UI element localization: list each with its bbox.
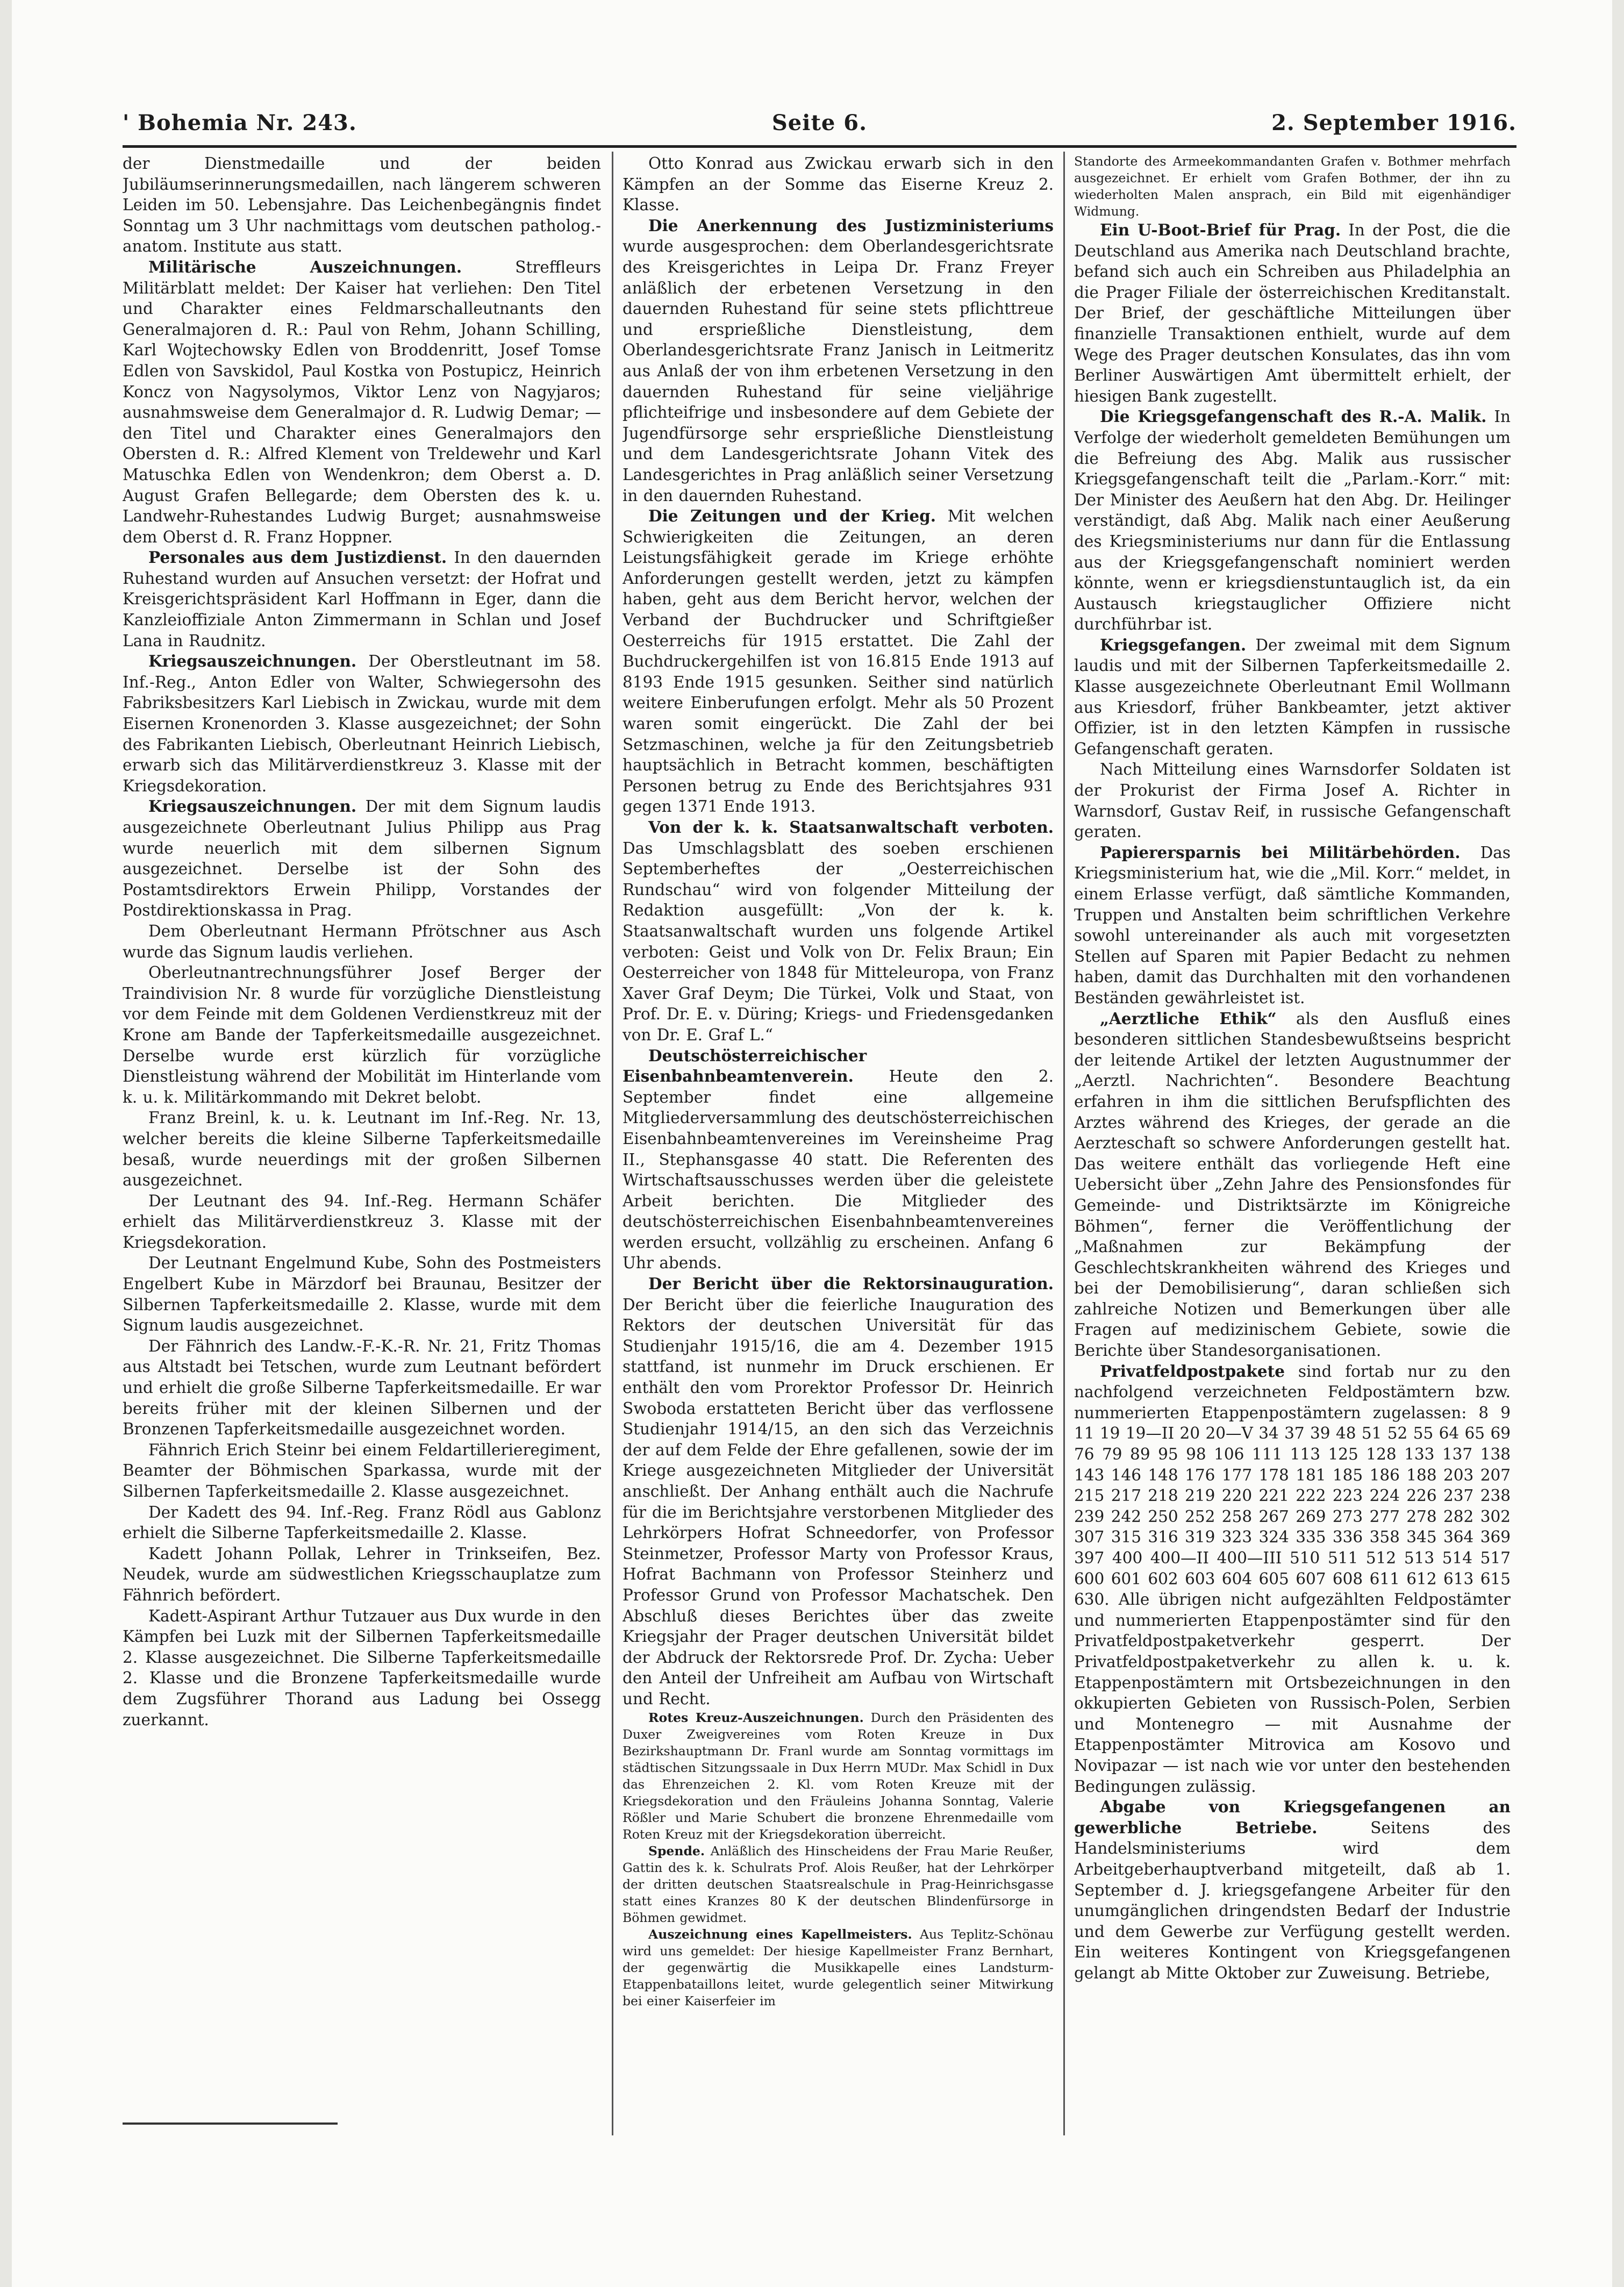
header-page-number: Seite 6. (771, 110, 868, 135)
article-paragraph (1074, 1361, 1511, 1797)
article-heading: „Aerztliche Ethik“ (1100, 1009, 1277, 1028)
article-heading: Von der k. k. Staatsanwaltschaft verboten. (648, 818, 1054, 837)
article-text: wurde ausgesprochen: dem Oberlandesgerichtsrate des Kreisgerichtes in Leipa Dr. Franz Freyer anläßlich der erbetenen Versetzung in den dauernden Ruhestand für seine stets pflichttreue und ersprießliche Dienstleistung, dem Oberlandesgerichtsrate Franz Janisch in Leitmeritz aus Anlaß der von ihm erbetenen Versetzung in den dauernden Ruhestand für seine vieljährige pflichteifrige und insbesondere auf dem Gebiete der Jugendfürsorge sehr ersprießliche Dienstleistung und dem Landesgerichtsrate Johann Vitek des Landesgerichtes in Prag anläßlich seiner Versetzung in den dauernden Ruhestand. (623, 237, 1054, 505)
column-rule-2 (1063, 152, 1065, 2135)
article-text: Der mit dem Signum laudis ausgezeichnete Oberleutnant Julius Philipp aus Prag wurde neuerlich mit dem silbernen Signum ausgezeichnet. Derselbe ist der Sohn des Postamtsdirektors Erwein Philipp, Vorstandes der Postdirektionskassa in Prag. (123, 797, 601, 920)
article-paragraph (123, 153, 601, 257)
article-text: Standorte des Armeekommandanten Grafen v. Bothmer mehrfach ausgezeichnet. Er erhielt vom Grafen Bothmer, der ihn zu wiederholten Malen ansprach, ein Bild mit eigenhändiger Widmung. (1074, 154, 1511, 219)
article-column-1 (123, 153, 601, 2142)
article-paragraph (1074, 759, 1511, 842)
article-column-2 (623, 153, 1054, 2142)
article-paragraph (1074, 842, 1511, 1009)
article-text: Dem Oberleutnant Hermann Pfrötschner aus Asch wurde das Signum laudis verliehen. (123, 921, 601, 961)
article-heading: Die Zeitungen und der Krieg. (648, 506, 936, 526)
article-text: Der Fähnrich des Landw.-F.-K.-R. Nr. 21, Fritz Thomas aus Altstadt bei Tetschen, wurde zum Leutnant befördert und erhielt die große Silberne Tapferkeitsmedaille. Er war bereits früher mit der kleinen Silbernen und der Bronzenen Tapferkeitsmedaille ausgezeichnet worden. (123, 1337, 601, 1439)
article-paragraph (1074, 635, 1511, 760)
article-heading: Deutschösterreichischer Eisenbahnbeamtenverein. (623, 1046, 867, 1086)
header-rule (123, 145, 1516, 148)
article-text: Fähnrich Erich Steinr bei einem Feldartillerieregiment, Beamter der Böhmischen Sparkassa, wurde mit der Silbernen Tapferkeitsmedaille 2. Klasse ausgezeichnet. (123, 1440, 601, 1500)
page-edge-left (0, 0, 12, 2287)
article-text: Streffleurs Militärblatt meldet: Der Kaiser hat verliehen: Den Titel und Charakter eines Feldmarschalleutnants den Generalmajoren d. R.: Paul von Rehm, Johann Schilling, Karl Wojtechowsky Edlen von Broddenritt, Josef Tomse Edlen von Savskidol, Paul Kostka von Postupicz, Heinrich Koncz von Nagysolymos, Viktor Lenz von Nagyjaros; ausnahmsweise dem Generalmajor d. R. Ludwig Demar; — den Titel und Charakter eines Generalmajors den Obersten d. R.: Alfred Klement von Treldewehr und Karl Matuschka Edlen von Wendenkron; dem Oberst a. D. August Grafen Bellegarde; dem Obersten des k. u. Landwehr-Ruhestandes Ludwig Burget; ausnahmsweise dem Oberst d. R. Franz Hoppner. (123, 258, 601, 546)
article-heading: Ein U-Boot-Brief für Prag. (1100, 220, 1341, 239)
article-text: Anläßlich des Hinscheidens der Frau Marie Reußer, Gattin des k. k. Schulrats Prof. Alois Reußer, hat der Lehrkörper der dritten deutschen Staatsrealschule in Prag-Heinrichsgasse statt eines Kranzes 80 K der deutschen Blindenfürsorge in Böhmen gewidmet. (623, 1843, 1054, 1925)
article-paragraph (123, 1107, 601, 1190)
article-paragraph (123, 1606, 601, 1731)
article-text: Der Bericht über die feierliche Inauguration des Rektors der deutschen Universität für das Studienjahr 1915/16, die am 4. Dezember 1915 stattfand, ist nunmehr im Druck erschienen. Er enthält den vom Prorektor Professor Dr. Heinrich Swoboda erstatteten Bericht über das verflossene Studienjahr 1914/15, an den sich das Verzeichnis der auf dem Felde der Ehre gefallenen, sowie der im Kriege ausgezeichneten Mitglieder der Universität anschließt. Der Anhang enthält auch die Nachrufe für die im Berichtsjahre verstorbenen Mitglieder des Lehrkörpers Hofrat Schneedorfer, von Professor Steinmetzer, Professor Marty von Professor Kraus, Hofrat Bachmann von Professor Steinherz und Professor Grund von Professor Machatschek. Den Abschluß dieses Berichtes über das zweite Kriegsjahr der Prager deutschen Universität bildet der Abdruck der Rektorsrede Prof. Dr. Zycha: Ueber den Anteil der Unfreiheit am Aufbau von Wirtschaft und Recht. (623, 1295, 1054, 1708)
article-paragraph (623, 153, 1054, 216)
article-text: Otto Konrad aus Zwickau erwarb sich in den Kämpfen an der Somme das Eiserne Kreuz 2. Klasse. (623, 154, 1054, 215)
article-heading: Kriegsauszeichnungen. (148, 797, 357, 816)
article-paragraph (623, 1046, 1054, 1274)
article-paragraph (123, 962, 601, 1107)
article-text: Heute den 2. September findet eine allgemeine Mitgliederversammlung des deutschösterreichischen Eisenbahnbeamtenvereines im Vereinsheime Prag II., Stephansgasse 40 statt. Die Referenten des Wirtschaftsausschusses werden über die geleistete Arbeit berichten. Die Mitglieder des deutschösterreichischen Eisenbahnbeamtenvereines werden ersucht, vollzählig zu erscheinen. Anfang 6 Uhr abends. (623, 1067, 1054, 1273)
article-paragraph (1074, 1009, 1511, 1361)
article-paragraph (123, 921, 601, 962)
article-text: In der Post, die die Deutschland aus Amerika nach Deutschland brachte, befand sich auch ein Schreiben aus Philadelphia an die Prager Filiale der österreichischen Kreditanstalt. Der Brief, der geschäftliche Mitteilungen über finanzielle Transaktionen enthielt, wurde auf dem Wege des Prager deutschen Konsulates, das ihn vom Berliner Auswärtigen Amt übermittelt erhielt, der hiesigen Bank zugestellt. (1074, 221, 1511, 405)
header-publication: ' Bohemia Nr. 243. (123, 110, 357, 135)
article-heading: Kriegsauszeichnungen. (148, 652, 357, 671)
header-date: 2. September 1916. (1271, 110, 1516, 135)
article-heading: Die Anerkennung des Justizministeriums (648, 216, 1054, 235)
article-paragraph (1074, 406, 1511, 635)
article-text: als den Ausfluß eines besonderen sittlichen Standesbewußtseins bespricht der leitende Artikel der letzten Augustnummer der „Aerztl. Nachrichten“. Besondere Beachtung erfahren in ihm die sittlichen Berufspflichten des Arztes während des Krieges, der gerade an die Aerzteschaft so schwere Anforderungen gestellt hat. Das weitere enthält das vorliegende Heft eine Uebersicht über „Zehn Jahre des Pensionsfondes für Gemeinde- und Distriktsärzte im Königreiche Böhmen“, ferner die Veröffentlichung der „Maßnahmen zur Bekämpfung der Geschlechtskrankheiten während des Krieges und bei der Demobilisierung“, daran schließen sich zahlreiche Notizen und Bemerkungen über alle Fragen auf medizinischem Gebiete, sowie die Berichte über Standesorganisationen. (1074, 1009, 1511, 1360)
page-header (123, 110, 1516, 145)
article-paragraph (123, 651, 601, 796)
article-heading: Spende. (648, 1843, 705, 1859)
article-heading: Rotes Kreuz-Auszeichnungen. (648, 1710, 864, 1725)
article-column-3 (1074, 153, 1511, 2142)
article-paragraph (123, 1253, 601, 1335)
article-paragraph (123, 547, 601, 651)
article-heading: Auszeichnung eines Kapellmeisters. (648, 1926, 912, 1942)
article-text: Seitens des Handelsministeriums wird dem Arbeitgeberhauptverband mitgeteilt, daß ab 1. September d. J. kriegsgefangene Arbeiter für den unumgänglichen dringendsten Bedarf der Industrie und dem Gewerbe zur Verfügung gestellt werden. Ein weiteres Kontingent von Kriegsgefangenen gelangt ab Mitte Oktober zur Zuweisung. Betriebe, (1074, 1818, 1511, 1982)
article-text: In Verfolge der wiederholt gemeldeten Bemühungen um die Befreiung des Abg. Malik aus russischer Kriegsgefangenschaft teilt die „Parlam.-Korr.“ mit: Der Minister des Aeußern hat den Abg. Dr. Heilinger verständigt, daß Abg. Malik nach einer Aeußerung des Kriegsministeriums nur dann für die Entlassung aus der Kriegsgefangenschaft nominiert werden könnte, wenn er kriegsdienstuntauglich ist, da ein Austausch kriegstauglicher Offiziere nicht durchführbar ist. (1074, 408, 1511, 634)
article-heading: Militärische Auszeichnungen. (148, 257, 462, 276)
article-text: Aus Teplitz-Schönau wird uns gemeldet: Der hiesige Kapellmeister Franz Bernhart, der gegenwärtig die Musikkapelle eines Landsturm-Etappenbataillons leitet, wurde gelegentlich seiner Mitwirkung bei einer Kaiserfeier im (623, 1926, 1054, 2009)
article-paragraph (123, 796, 601, 921)
article-heading: Die Kriegsgefangenschaft des R.-A. Malik. (1100, 407, 1487, 426)
article-paragraph (623, 1274, 1054, 1709)
article-text: Der Leutnant Engelmund Kube, Sohn des Postmeisters Engelbert Kube in Märzdorf bei Braunau, Besitzer der Silbernen Tapferkeitsmedaille 2. Klasse, wurde mit dem Signum laudis ausgezeichnet. (123, 1254, 601, 1335)
article-text: sind fortab nur zu den nachfolgend verzeichneten Feldpostämtern bzw. nummerierten Etappenpostämtern zugelassen: 8 9 11 19 19—II 20 20—V 34 37 39 48 51 52 55 64 65 69 76 79 89 95 98 106 111 113 125 128 133 137 138 143 146 148 176 177 178 181 185 186 188 203 207 215 217 218 219 220 221 222 223 224 226 237 238 239 242 250 252 258 267 269 273 277 278 282 302 307 315 316 319 323 324 335 336 358 345 364 369 397 400 400—II 400—III 510 511 512 513 514 517 600 601 602 603 604 605 607 608 611 612 613 615 630. Alle übrigen nicht aufgezählten Feldpostämter und nummerierten Etappenpostämter sind für den Privatfeldpostpaketverkehr gesperrt. Der Privatfeldpostpaketverkehr zu allen k. u. k. Etappenpostämtern mit Ortsbezeichnungen in den okkupierten Gebieten von Russisch-Polen, Serbien und Montenegro — mit Ausnahme der Etappenpostämter Mitrovica am Kosovo und Novipazar — ist nach wie vor unter den bestehenden Bedingungen zulässig. (1074, 1362, 1511, 1796)
article-text: Mit welchen Schwierigkeiten die Zeitungen, an deren Leistungsfähigkeit gerade im Kriege erhöhte Anforderungen gestellt werden, jetzt zu kämpfen haben, geht aus dem Bericht hervor, welchen der Verband der Buchdrucker und Schriftgießer Oesterreichs für 1915 erstattet. Die Zahl der Buchdruckergehilfen ist von 16.815 Ende 1913 auf 8193 Ende 1915 gesunken. Seither sind natürlich weitere Einberufungen erfolgt. Mehr als 50 Prozent waren somit eingerückt. Die Zahl der bei Setzmaschinen, welche ja für den Zeitungsbetrieb hauptsächlich in Betracht kommen, beschäftigten Personen betrug zu Ende des Berichtsjahres 931 gegen 1371 Ende 1913. (623, 507, 1054, 816)
article-text: Durch den Präsidenten des Duxer Zweigvereines vom Roten Kreuze in Dux Bezirkshauptmann Dr. Franl wurde am Sonntag vormittags im städtischen Sitzungssaale in Dux Herrn MUDr. Max Schidl in Dux das Ehrenzeichen 2. Kl. vom Roten Kreuze mit der Kriegsdekoration und den Fräuleins Johanna Sonntag, Valerie Rößler und Marie Schubert die bronzene Ehrenmedaille vom Roten Kreuz mit der Kriegsdekoration überreicht. (623, 1710, 1054, 1842)
article-text: Kadett Johann Pollak, Lehrer in Trinkseifen, Bez. Neudek, wurde am südwestlichen Kriegsschauplatze zum Fähnrich befördert. (123, 1544, 601, 1604)
article-text: Der Oberstleutnant im 58. Inf.-Reg., Anton Edler von Walter, Schwiegersohn des Fabriksbesitzers Karl Liebisch in Zwickau, wurde mit dem Eisernen Kronenorden 3. Klasse ausgezeichnet; der Sohn des Fabrikanten Liebisch, Oberleutnant Heinrich Liebisch, erwarb sich das Militärverdienstkreuz 3. Klasse mit der Kriegsdekoration. (123, 652, 601, 795)
article-text: Franz Breinl, k. u. k. Leutnant im Inf.-Reg. Nr. 13, welcher bereits die kleine Silberne Tapferkeitsmedaille besaß, wurde neuerdings mit der großen Silbernen ausgezeichnet. (123, 1109, 601, 1190)
article-heading: Kriegsgefangen. (1100, 635, 1247, 654)
article-paragraph (123, 1543, 601, 1606)
article-paragraph (623, 817, 1054, 1046)
article-text: Das Umschlagsblatt des soeben erschienen Septemberheftes der „Oesterreichischen Rundschau“ wird von folgender Mitteilung der Redaktion ausgefüllt: „Von der k. k. Staatsanwaltschaft wurden uns folgende Artikel verboten: Geist und Volk von Dr. Felix Braun; Ein Oesterreicher von 1848 für Mitteleuropa, von Franz Xaver Graf Deym; Die Türkei, Volk und Staat, von Prof. Dr. E. v. Düring; Kriegs- und Friedensgedanken von Dr. E. Graf L.“ (623, 839, 1054, 1044)
article-heading: Privatfeldpostpakete (1100, 1361, 1285, 1381)
article-heading: Abgabe von Kriegsgefangenen an gewerbliche Betriebe. (1074, 1797, 1511, 1837)
article-paragraph (123, 257, 601, 547)
article-paragraph (1074, 153, 1511, 220)
article-text: In den dauernden Ruhestand wurden auf Ansuchen versetzt: der Hofrat und Kreisgerichtspräsident Karl Hoffmann in Eger, dann die Kanzleioffiziale Anton Zimmermann in Schlan und Josef Lana in Raudnitz. (123, 548, 601, 650)
article-text: Nach Mitteilung eines Warnsdorfer Soldaten ist der Prokurist der Firma Josef A. Richter in Warnsdorf, Gustav Reif, in russische Gefangenschaft geraten. (1074, 760, 1511, 841)
article-heading: Der Bericht über die Rektorsinauguration. (648, 1274, 1054, 1293)
article-paragraph (623, 216, 1054, 506)
article-paragraph (123, 1440, 601, 1502)
article-paragraph (623, 1926, 1054, 2010)
article-text: Das Kriegsministerium hat, wie die „Mil. Korr.“ meldet, in einem Erlasse verfügt, daß sämtliche Kommanden, Truppen und Anstalten beim schriftlichen Verkehre sowohl untereinander als auch mit vorgesetzten Stellen auf Sparen mit Papier Bedacht zu nehmen haben, damit das Durchhalten mit den vorhandenen Beständen gewährleistet ist. (1074, 843, 1511, 1007)
column-rule-1 (612, 152, 613, 2135)
bottom-rule (123, 2122, 338, 2125)
article-text: Der zweimal mit dem Signum laudis und mit der Silbernen Tapferkeitsmedaille 2. Klasse ausgezeichnete Oberleutnant Emil Wollmann aus Kriesdorf, früher Bankbeamter, jetzt aktiver Offizier, ist in den letzten Kämpfen in russische Gefangenschaft geraten. (1074, 635, 1511, 758)
article-text: Kadett-Aspirant Arthur Tutzauer aus Dux wurde in den Kämpfen bei Luzk mit der Silbernen Tapferkeitsmedaille 2. Klasse ausgezeichnet. Die Silberne Tapferkeitsmedaille 2. Klasse und die Bronzene Tapferkeitsmedaille wurde dem Zugsführer Thorand aus Ladung bei Ossegg zuerkannt. (123, 1606, 601, 1729)
article-paragraph (123, 1191, 601, 1253)
article-paragraph (1074, 1797, 1511, 1983)
article-heading: Personales aus dem Justizdienst. (148, 548, 447, 567)
article-paragraph (623, 1710, 1054, 1843)
article-paragraph (623, 1843, 1054, 1926)
article-text: der Dienstmedaille und der beiden Jubiläumserinnerungsmedaillen, nach längerem schweren Leiden im 50. Lebensjahre. Das Leichenbegängnis findet Sonntag um 3 Uhr nachmittags vom deutschen patholog.-anatom. Institute aus statt. (123, 154, 601, 256)
article-heading: Papierersparnis bei Militärbehörden. (1100, 842, 1461, 862)
article-paragraph (123, 1502, 601, 1543)
article-paragraph (623, 506, 1054, 817)
article-paragraph (123, 1336, 601, 1440)
article-text: Der Leutnant des 94. Inf.-Reg. Hermann Schäfer erhielt das Militärverdienstkreuz 3. Klasse mit der Kriegsdekoration. (123, 1191, 601, 1252)
article-paragraph (1074, 220, 1511, 406)
article-text: Oberleutnantrechnungsführer Josef Berger der Traindivision Nr. 8 wurde für vorzügliche Dienstleistung vor dem Feinde mit dem Goldenen Verdienstkreuz mit der Krone am Bande der Tapferkeitsmedaille ausgezeichnet. Derselbe wurde erst kürzlich für vorzügliche Dienstleistung während der Mobilität im Hinterlande vom k. u. k. Militärkommando mit Dekret belobt. (123, 963, 601, 1106)
article-text: Der Kadett des 94. Inf.-Reg. Franz Rödl aus Gablonz erhielt die Silberne Tapferkeitsmedaille 2. Klasse. (123, 1503, 601, 1542)
page-edge-right (1612, 0, 1624, 2287)
